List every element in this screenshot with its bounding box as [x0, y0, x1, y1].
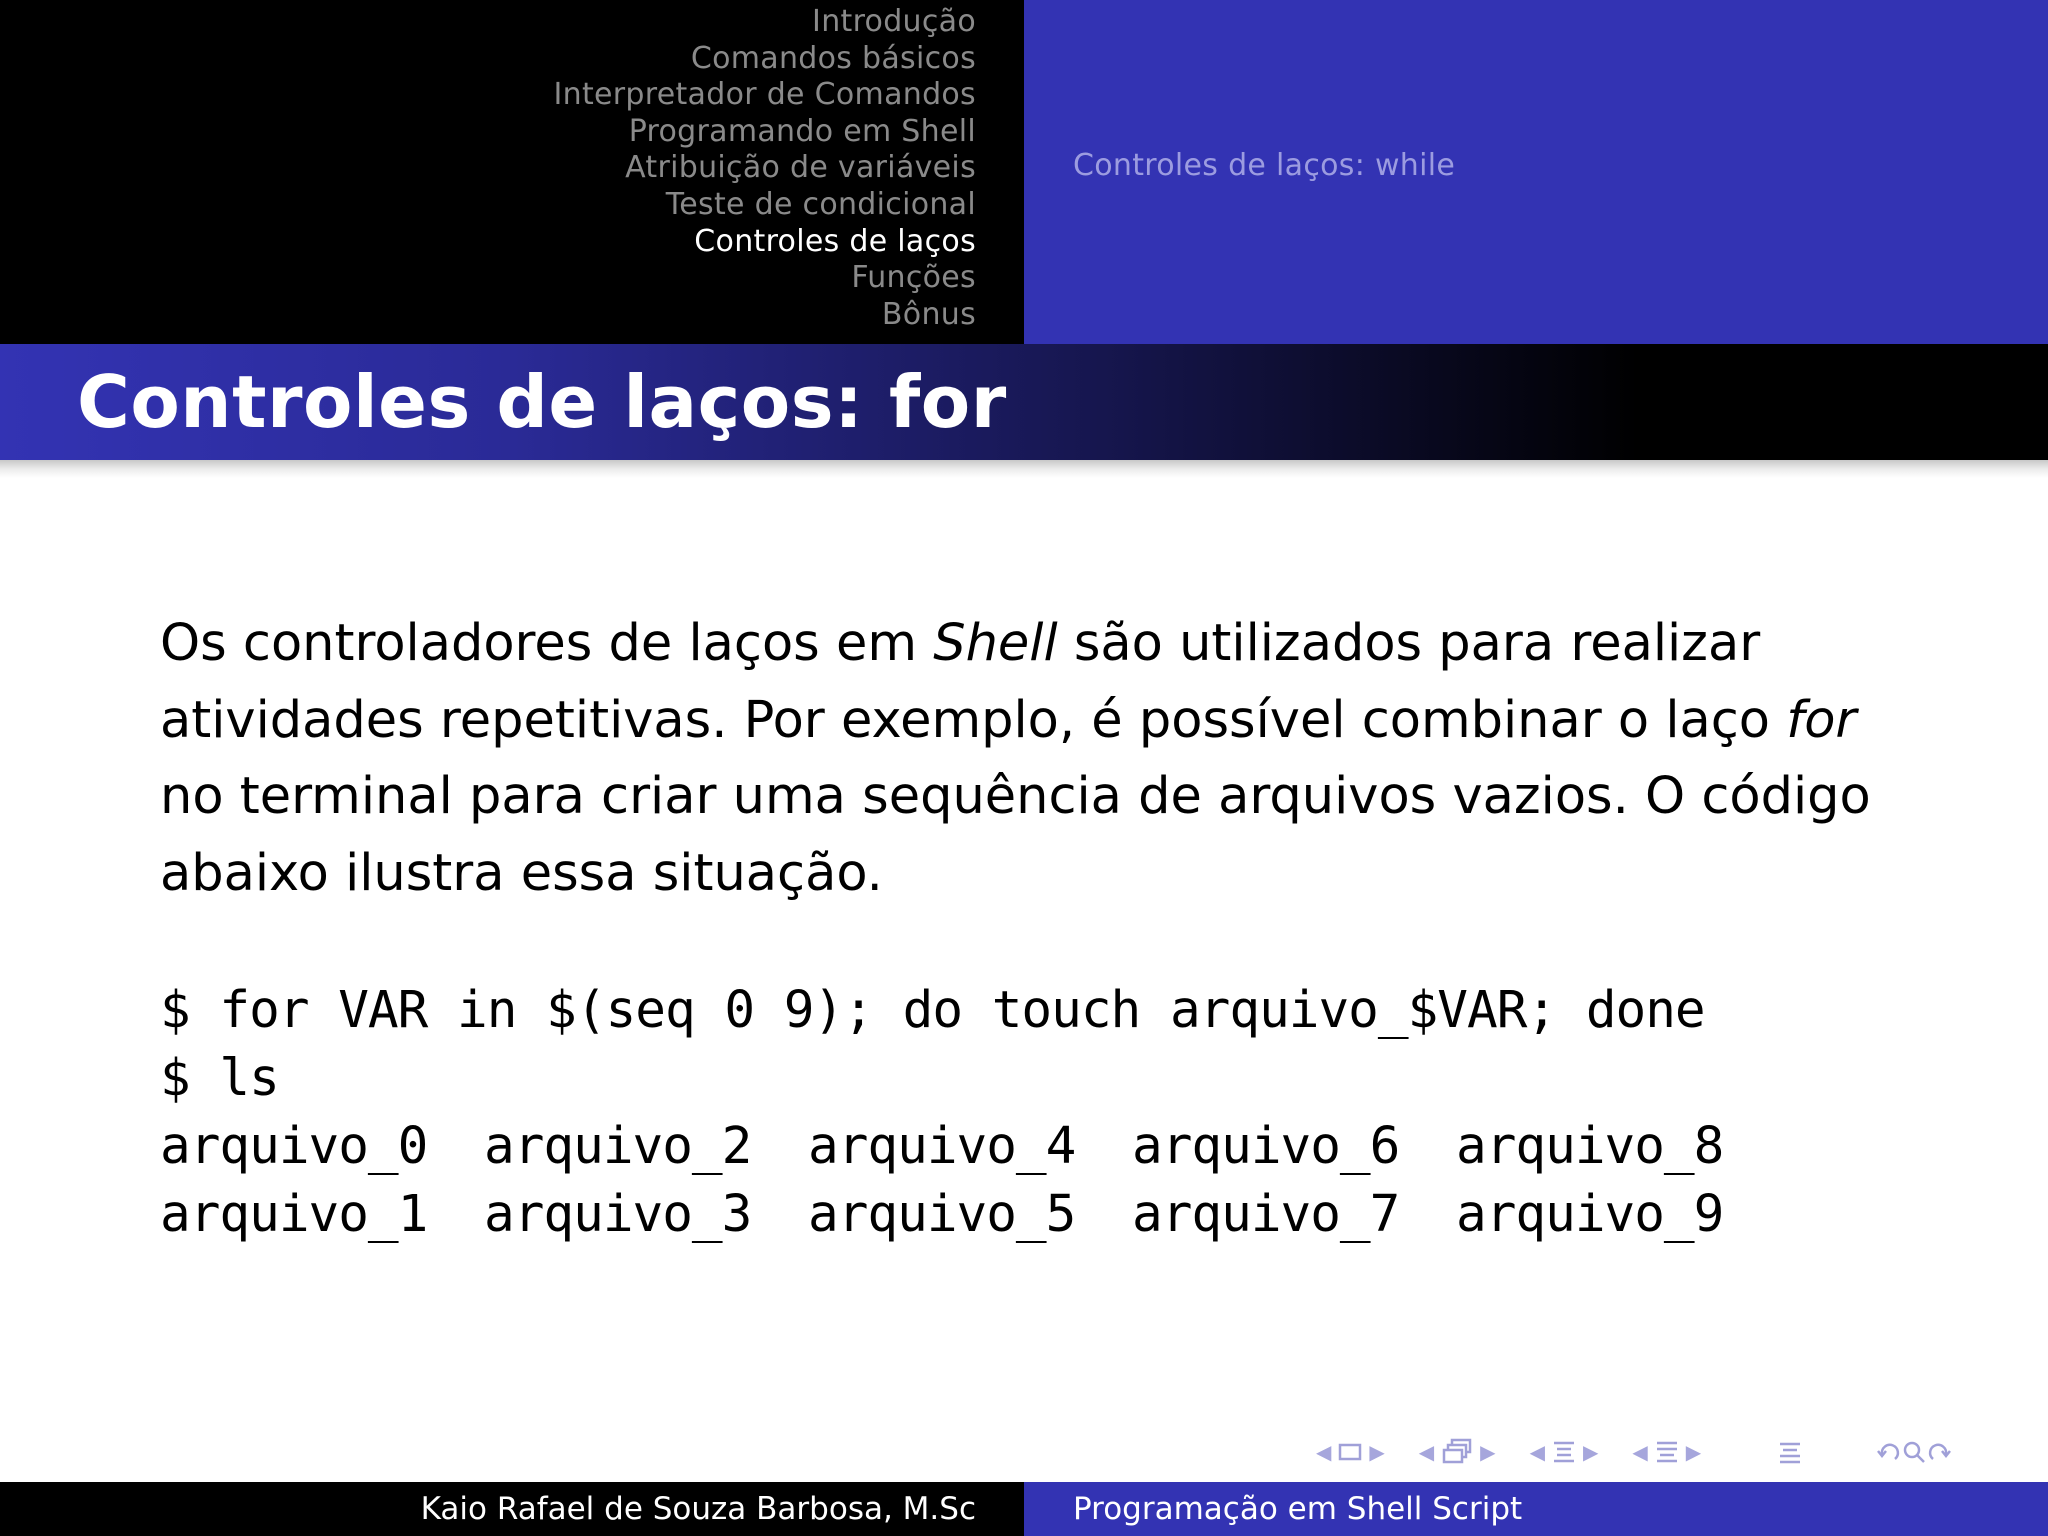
text-run: atividades repetitivas. Por exemplo, é possível combinar o laço	[160, 690, 1787, 750]
search-nav-icon[interactable]	[1901, 1439, 1927, 1465]
footer-author: Kaio Rafael de Souza Barbosa, M.Sc	[420, 1491, 976, 1527]
previous-subsection-arrow-icon[interactable]: ◀	[1418, 1440, 1435, 1464]
text-run: são utilizados para realizar	[1057, 614, 1761, 673]
subsection-nav-icon[interactable]	[1440, 1438, 1474, 1466]
frame-nav-icon[interactable]	[1337, 1441, 1363, 1463]
section-link[interactable]: Bônus	[881, 296, 976, 332]
code-line-ls: $ ls	[160, 1049, 279, 1108]
footer-title-panel	[1024, 1482, 2048, 1536]
forward-icon[interactable]	[1927, 1439, 1953, 1465]
section-link[interactable]: Funções	[851, 260, 976, 296]
file-name: arquivo_0	[160, 1117, 428, 1176]
subsection-link[interactable]: Controles de laços: while	[1073, 148, 1456, 183]
footer-author-panel	[0, 1482, 1024, 1536]
back-icon[interactable]	[1875, 1439, 1901, 1465]
document-navigation	[1777, 1439, 1803, 1465]
section-link[interactable]: Atribuição de variáveis	[625, 150, 976, 186]
file-name: arquivo_3	[484, 1185, 752, 1244]
next-frame-arrow-icon[interactable]: ▶	[1369, 1440, 1385, 1464]
subsection-navigation	[1413, 1438, 1502, 1466]
part-navigation	[1626, 1439, 1707, 1465]
section-link[interactable]: Teste de condicional	[665, 186, 976, 222]
code-block	[160, 977, 1780, 1249]
text-run: Os controladores de laços em	[160, 614, 934, 673]
section-link[interactable]: Comandos básicos	[690, 40, 976, 76]
file-name: arquivo_4	[808, 1117, 1076, 1176]
header-subsection-panel	[1024, 0, 2048, 344]
file-name: arquivo_2	[484, 1117, 752, 1176]
previous-frame-arrow-icon[interactable]: ◀	[1316, 1440, 1332, 1464]
emphasis-shell: Shell	[933, 614, 1058, 673]
frame-title-shadow	[0, 460, 2048, 478]
ls-output	[160, 1113, 1780, 1249]
paragraph-line: abaixo ilustra essa situação.	[160, 843, 883, 903]
file-name: arquivo_5	[808, 1185, 1076, 1244]
section-link[interactable]: Interpretador de Comandos	[553, 77, 976, 113]
navigation-symbols	[1310, 1432, 1953, 1472]
next-subsection-arrow-icon[interactable]: ▶	[1480, 1440, 1496, 1464]
paragraph-line	[160, 606, 1920, 683]
next-section-arrow-icon[interactable]: ▶	[1582, 1440, 1599, 1464]
section-link-current[interactable]: Controles de laços	[694, 223, 976, 259]
file-name: arquivo_6	[1132, 1117, 1400, 1176]
code-line-for: $ for VAR in $(seq 0 9); do touch arquivo_$VAR; done	[160, 981, 1705, 1040]
previous-section-arrow-icon[interactable]: ◀	[1529, 1440, 1545, 1464]
section-navigation-symbols	[1524, 1439, 1605, 1465]
previous-part-arrow-icon[interactable]: ◀	[1632, 1440, 1648, 1464]
frame-navigation	[1310, 1441, 1391, 1463]
next-part-arrow-icon[interactable]: ▶	[1685, 1440, 1702, 1464]
file-name: arquivo_7	[1132, 1185, 1400, 1244]
footer-presentation-title: Programação em Shell Script	[1073, 1491, 1523, 1527]
document-nav-icon[interactable]	[1777, 1439, 1803, 1465]
section-navigation	[554, 4, 977, 333]
body-paragraph	[160, 606, 1920, 912]
part-nav-icon[interactable]	[1654, 1439, 1680, 1465]
frame-title: Controles de laços: for	[77, 360, 1007, 444]
emphasis-for: for	[1786, 690, 1857, 750]
paragraph-line: no terminal para criar uma sequência de arquivos vazios. O código	[160, 767, 1871, 826]
search-navigation	[1875, 1439, 1953, 1465]
file-name: arquivo_1	[160, 1185, 428, 1244]
header-sections-panel	[0, 0, 1024, 344]
paragraph-line	[160, 683, 1920, 760]
section-link[interactable]: Programando em Shell	[628, 113, 976, 149]
section-link[interactable]: Introdução	[812, 4, 976, 39]
file-name: arquivo_9	[1456, 1185, 1724, 1244]
section-nav-icon[interactable]	[1551, 1439, 1577, 1465]
file-name: arquivo_8	[1456, 1117, 1724, 1176]
